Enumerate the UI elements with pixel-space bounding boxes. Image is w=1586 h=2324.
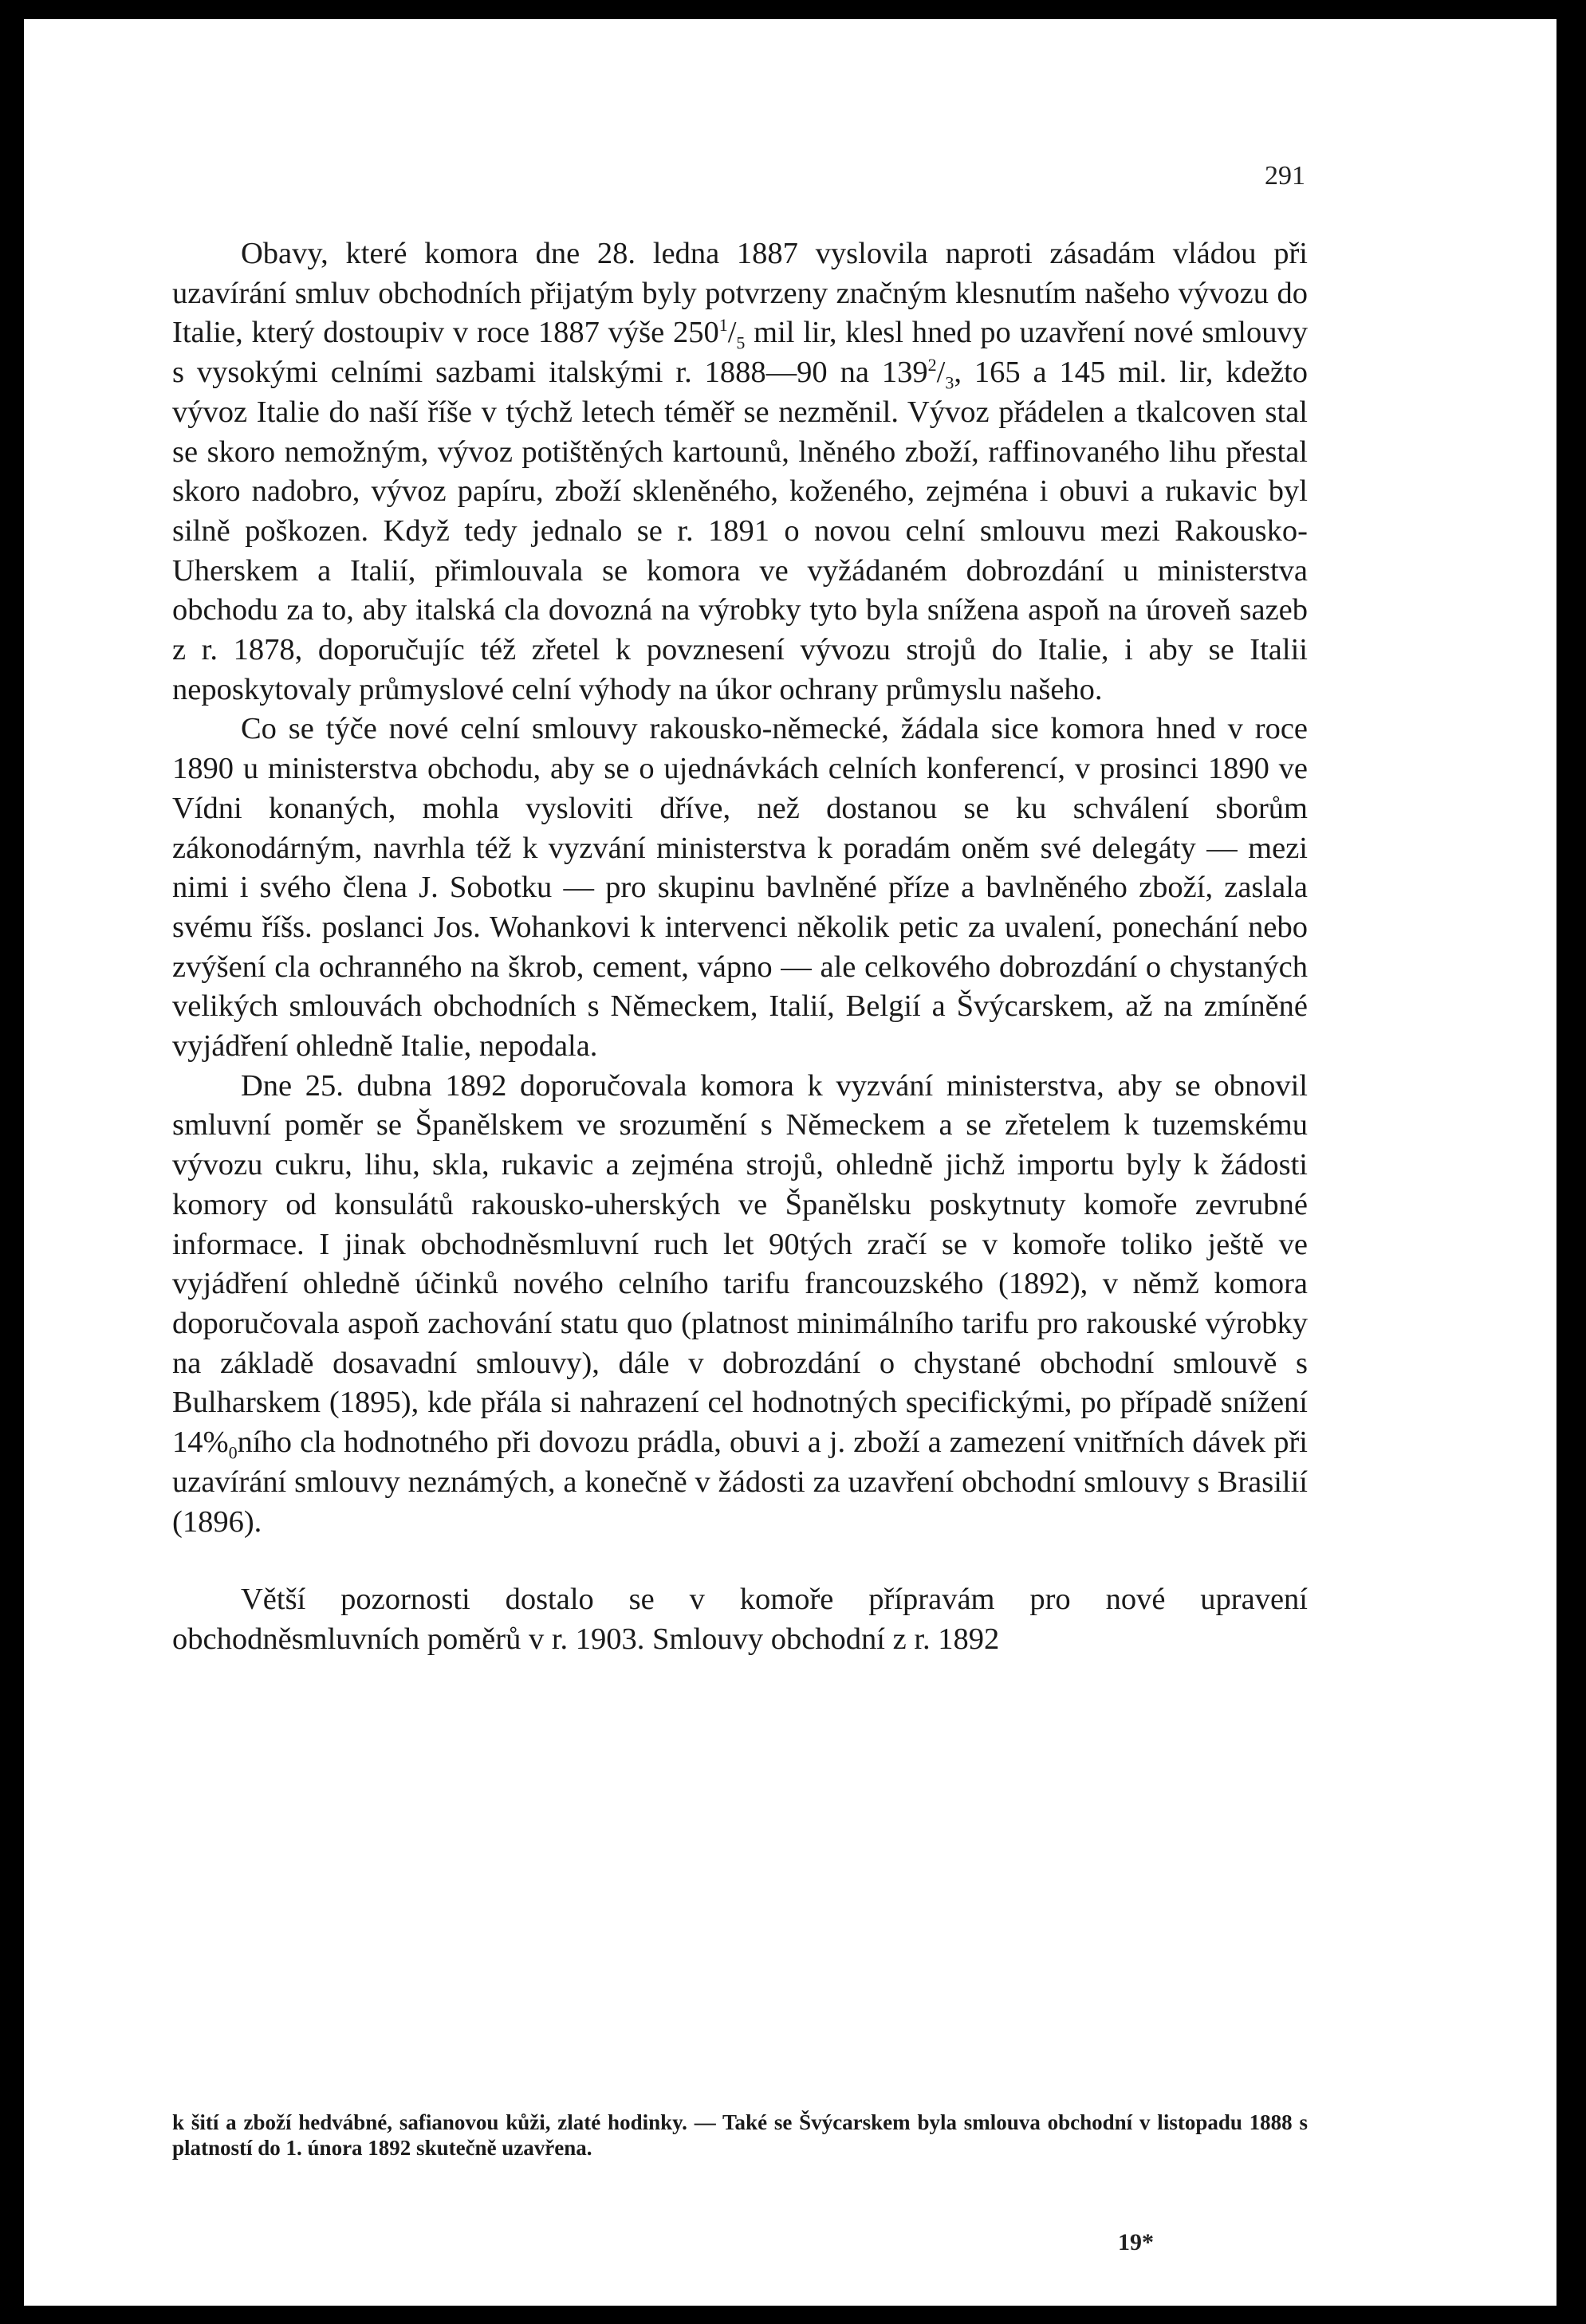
document-page [24, 19, 1556, 2306]
per-mille-sign: % [203, 1425, 229, 1460]
paragraph-1: Obavy, které komora dne 28. ledna 1887 vyslovila naproti zásadám vládou při uzavírání smluv obchodních přijatým byly potvrzeny značným klesnutím našeho vývozu do Italie, který dostoupiv v roce 1887 výše $250^1/_5$ mil lir, klesl hned po uzavření nové smlouvy s vysokými celními sazbami italskými r. 1888—90 na $139^2/_3$, 165 a 145 mil. lir, kdežto vývoz Italie do naší říše v týchž letech téměř se nezměnil. Vývoz přádelen a tkalcoven stal se skoro nemožným, vývoz potištěných kartounů, lněného zboží, raffinovaného lihu přestal skoro nadobro, vývoz papíru, zboží skleněného, koženého, zejména i obuvi a rukavic byl silně poškozen. Když tedy jednalo se r. 1891 o novou celní smlouvu mezi Rakousko-Uherskem a Italií, přimlouvala se komora ve vyžádaném dobrozdání u ministerstva obchodu za to, aby italská cla dovozná na výrobky tyto byla snížena aspoň na úroveň sazeb z r. 1878, doporučujíc též zřetel k povznesení vývozu strojů do Italie, i aby se Italii neposkytovaly průmyslové celní výhody na úkor ochrany průmyslu našeho. [172, 237, 1309, 706]
signature-mark: 19* [1118, 2229, 1154, 2255]
paragraph-3 [172, 1067, 1308, 1542]
paragraph-4: Větší pozornosti dostalo se v komoře přípravám pro nové upravení obchodněsmluvních poměrů v r. 1903. Smlouvy obchodní z r. 1892 [172, 1583, 1308, 1656]
paragraph-3-part-b: ního cla hodnotného při dovozu prádla, obuvi a j. zboží a zamezení vnitřních dávek při uzavírání smlouvy neznámých, a konečně v žádosti za uzavření obchodní smlouvy s Brasilií (1896). [172, 1425, 1308, 1539]
footnote: k šití a zboží hedvábné, safianovou kůži, zlaté hodinky. — Také se Švýcarskem byla smlouva obchodní v listopadu 1888 s platností do 1. února 1892 skutečně uzavřena. [172, 2110, 1308, 2160]
paragraph-1-part-b: mil lir, klesl hned po uzavření nové smlouvy s vysokými celními sazbami italskými r. 1888—90 na 139 [172, 316, 1309, 390]
per-mille-subscript: 0 [228, 1442, 238, 1463]
page-number: 291 [1265, 161, 1305, 191]
fraction-numerator: 1 [718, 315, 728, 336]
paragraph-1-part-a: Obavy, které komora dne 28. ledna 1887 vyslovila naproti zásadám vládou při uzavírání smluv obchodních přijatým byly potvrzeny značným klesnutím našeho vývozu do Italie, který dostoupiv v roce 1887 výše 250 [172, 237, 1308, 350]
body-text [172, 234, 1308, 1660]
paragraph-3-part-a: Dne 25. dubna 1892 doporučovala komora k vyzvání ministerstva, aby se obnovil smluvní poměr se Španělskem ve srozumění s Německem a se zřetelem k tuzemskému vývozu cukru, lihu, skla, rukavic a zejména strojů, ohledně jichž importu byly k žádosti komory od konsulátů rakousko-uherských ve Španělsku poskytnuty komoře zevrubné informace. I jinak obchodněsmluvní ruch let 90tých zračí se v komoře toliko ještě ve vyjádření ohledně účinků nového celního tarifu francouzského (1892), v němž komora doporučovala aspoň zachování statu quo (platnost minimálního tarifu pro rakouské výrobky na základě dosavadní smlouvy), dále v dobrozdání o chystané obchodní smlouvě s Bulharskem (1895), kde přála si nahrazení cel hodnotných specifickými, po případě snížení 14 [172, 1068, 1308, 1460]
paragraph-2: Co se týče nové celní smlouvy rakousko-německé, žádala sice komora hned v roce 1890 u ministerstva obchodu, aby se o ujednávkách celních konferencí, v prosinci 1890 ve Vídni konaných, mohla vysloviti dříve, než dostanou se ku schválení sborům zákonodárným, navrhla též k vyzvání ministerstva k poradám oněm své delegáty — mezi nimi i svého člena J. Sobotku — pro skupinu bavlněné příze a bavlněného zboží, zaslala svému říšs. poslanci Jos. Wohankovi k intervenci několik petic za uvalení, ponechání nebo zvýšení cla ochranného na škrob, cement, vápno — ale celkového dobrozdání o chystaných velikých smlouvách obchodních s Německem, Italií, Belgií a Švýcarskem, až na zmíněné vyjádření ohledně Italie, nepodala. [172, 712, 1308, 1064]
fraction-numerator: 2 [927, 355, 937, 376]
fraction-denominator: 5 [736, 333, 746, 354]
fraction-denominator: 3 [945, 372, 954, 393]
paragraph-1-part-c: , 165 a 145 mil. lir, kdežto vývoz Italie do naší říše v týchž letech téměř se nezměnil. Vývoz přádelen a tkalcoven stal se skoro nemožným, vývoz potištěných kartounů, lněného zboží, raffinovaného lihu přestal skoro nadobro, vývoz papíru, zboží skleněného, koženého, zejména i obuvi a rukavic byl silně poškozen. Když tedy jednalo se r. 1891 o novou celní smlouvu mezi Rakousko-Uherskem a Italií, přimlouvala se komora ve vyžádaném dobrozdání u ministerstva obchodu za to, aby italská cla dovozná na výrobky tyto byla snížena aspoň na úroveň sazeb z r. 1878, doporučujíc též zřetel k povznesení vývozu strojů do Italie, i aby se Italii neposkytovaly průmyslové celní výhody na úkor ochrany průmyslu našeho. [172, 356, 1308, 706]
